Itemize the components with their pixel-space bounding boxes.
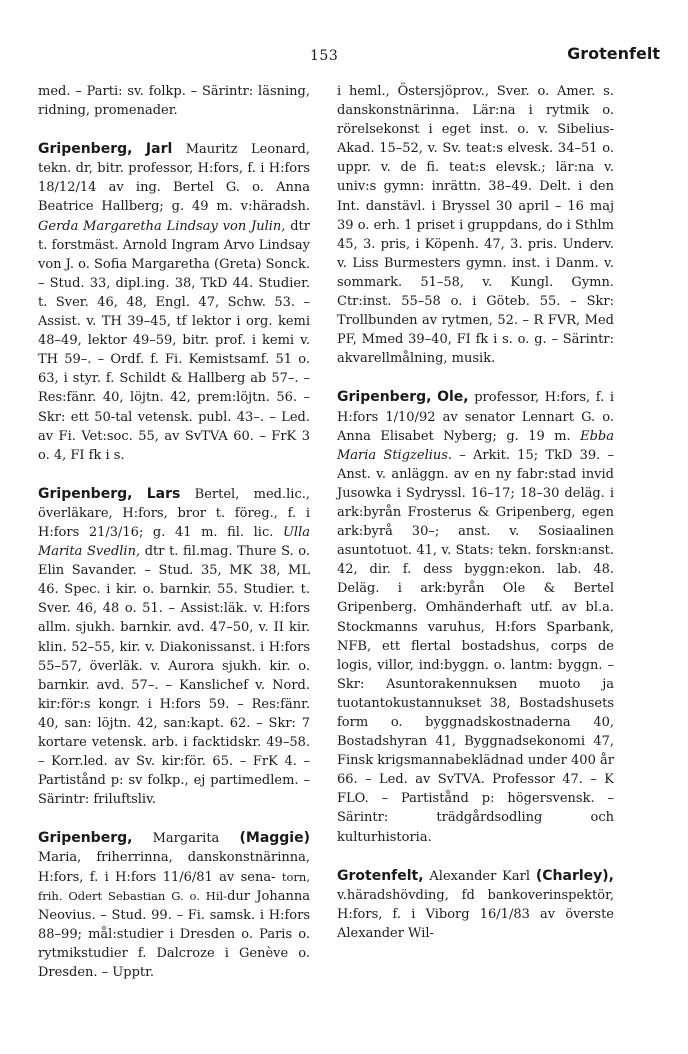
entry-firstname: Ole, <box>437 389 469 406</box>
entry-surname: Gripenberg, <box>38 141 133 158</box>
entry-text-small: torn, frih. Odert Sebastian G. o. Hil- <box>38 869 310 903</box>
entry-nickname: (Charley), <box>535 867 614 884</box>
entry-nickname: (Maggie) <box>239 830 310 847</box>
entry-gripenberg-jarl <box>38 140 310 465</box>
entry-firstname: Lars <box>146 485 181 502</box>
entry-text: Margarita <box>132 831 240 847</box>
entry-text: Maria, friherrinna, danskonstnärinna, H:fors, f. i H:fors 11/6/81 av sena- <box>38 850 310 885</box>
entry-text: dtr t. forstmäst. Arnold Ingram Arvo Lindsay von J. o. Sofia Margaretha (Greta) Sonck. – Stud. 33, dipl.ing. 38, TkD 44. Studier. t. Sver. 46, 48, Engl. 47, Schw. 53. – Assist. v. TH 39–45, tf lektor i org. kemi 48–49, lektor 49–59, bitr. prof. i kemi v. TH 59–. – Ordf. f. Fi. Kemistsamf. 51 o. 63, i styr. f. Schildt & Hallberg ab 57–. – Res:fänr. 40, löjtn. 42, prem:löjtn. 56. – Skr: ett 50-tal vetensk. publ. 43–. – Led. av Fi. Vet:soc. 55, av SvTVA 60. – FrK 3 o. 4, FI fk i s. <box>38 218 310 463</box>
entry-text: dtr t. fil.mag. Thure S. o. Elin Savander. – Stud. 35, MK 38, ML 46. Spec. i kir. o. barnkir. 55. Studier. t. Sver. 46, 48 o. 51. – Assist:läk. v. H:fors allm. sjukh. barnkir. avd. 47–50, v. II kir. klin. 52–55, kir. v. Diakonissanst. i H:fors 55–57, överläk. v. Aurora sjukh. kir. o. barnkir. avd. 57–. – Kanslichef v. Nord. kir:för:s kongr. i H:fors 59. – Res:fänr. 40, san: löjtn. 42, san:kapt. 62. – Skr: 7 kortare vetensk. arb. i facktidskr. 49–58. – Korr.led. av Sv. kir:för. 65. – FrK 4. – Partistånd p: sv folkp., ej partimedlem. – Särintr: friluftsliv. <box>38 544 310 808</box>
entry-text: Bertel, med.lic., överläkare, H:fors, bror t. föreg., f. i H:fors 21/3/16; g. 41 m. fil. lic. <box>38 486 310 540</box>
entry-continuation-right <box>337 82 614 368</box>
entry-gripenberg-lars <box>38 485 310 810</box>
entry-text: professor, H:fors, f. i H:fors 1/10/92 av senator Lennart G. o. Anna Elisabet Nyberg; g. 19 m. <box>337 390 615 444</box>
entry-continuation-left <box>38 82 310 120</box>
entry-gripenberg-margarita <box>38 829 310 982</box>
left-column <box>38 82 310 982</box>
continuation-text: med. – Parti: sv. folkp. – Särintr: läsning, ridning, promenader. <box>38 84 310 119</box>
entry-text: dur Johanna Neovius. – Stud. 99. – Fi. samsk. i H:fors 88–99; mål:studier i Dresden o. Paris o. rytmikstudier f. Dalcroze i Genève o. Dresden. – Upptr. <box>38 888 311 981</box>
entry-spouse: Ulla Marita Svedlin, <box>38 524 310 560</box>
entry-firstname: Jarl <box>145 141 173 158</box>
entry-text: v.häradshövding, fd bankoverinspektör, H:fors, f. i Viborg 16/1/83 av överste Alexander Wil- <box>337 887 614 941</box>
entry-surname: Gripenberg, <box>38 485 133 502</box>
entry-spouse: Ebba Maria Stigzelius. <box>337 428 614 463</box>
entry-text: – Arkit. 15; TkD 39. – Anst. v. anläggn. av en ny fabr:stad invid Jusowka i Sydryssl. 16–17; 18–30 deläg. i ark:byrån Frosterus & Gripenberg, egen ark:byrå 30–; anst. v. Sosiaalinen asuntotuot. 41, v. Stats: tekn. forskn:anst. 42, dir. f. dess byggn:ekon. lab. 48. Deläg. i ark:byrån Ole & Bertel Gripenberg. Omhänderhaft utf. av bl.a. Stockmanns varuhus, H:fors Sparbank, NFB, ett flertal bostadshus, corps de logis, villor, ind:byggn. o. lantm: byggn. – Skr: Asuntorakennuksen muoto ja tuotantokustannukset 38, Bostadshusets form o. byggnadskostnaderna 40, Bostadshyran 41, Byggnadsekonomi 47, Finsk krigsmannabeklädnad under 400 år 66. – Led. av SvTVA. Professor 47. – K FLO. – Partistånd p: högersvensk. – Särintr: trädgårdsodling och kulturhistoria. <box>337 447 614 845</box>
entry-text: Mauritz Leonard, tekn. dr, bitr. professor, H:fors, f. i H:fors 18/12/14 av ing. Bertel G. o. Anna Beatrice Hallberg; g. 49 m. v:häradsh. <box>38 142 310 215</box>
entry-surname: Grotenfelt, <box>337 867 424 884</box>
running-head: Grotenfelt <box>567 44 660 63</box>
entry-surname: Gripenberg, <box>337 389 432 406</box>
page-number: 153 <box>310 48 339 64</box>
entry-text: Alexander Karl <box>423 868 536 884</box>
entry-gripenberg-ole <box>337 388 614 846</box>
right-column <box>337 82 614 943</box>
continuation-text: i heml., Östersjöprov., Sver. o. Amer. s. danskonstnärinna. Lär:na i rytmik o. rörelsekonst i eget inst. o. v. Sibelius-Akad. 15–52, v. Sv. teat:s elvesk. 34–51 o. uppr. v. de fi. teat:s elevsk.; lär:na v. univ:s gymn: inrättn. 38–49. Delt. i den Int. danstävl. i Bryssel 30 april – 16 maj 39 o. erh. 1 priset i gruppdans, do i Sthlm 45, 3. pris, i Köpenh. 47, 3. pris. Underv. v. Liss Burmesters gymn. inst. i Danm. v. sommark. 51–58, v. Kungl. Gymn. Ctr:inst. 55–58 o. i Göteb. 55. – Skr: Trollbunden av rytmen, 52. – R FVR, Med PF, Mmed 39–40, FI fk i s. o. g. – Särintr: akvarellmålning, musik. <box>337 84 614 367</box>
entry-grotenfelt-alexander <box>337 867 614 943</box>
entry-surname: Gripenberg, <box>38 830 133 847</box>
entry-spouse: Gerda Margaretha Lindsay von Julin, <box>38 218 286 234</box>
